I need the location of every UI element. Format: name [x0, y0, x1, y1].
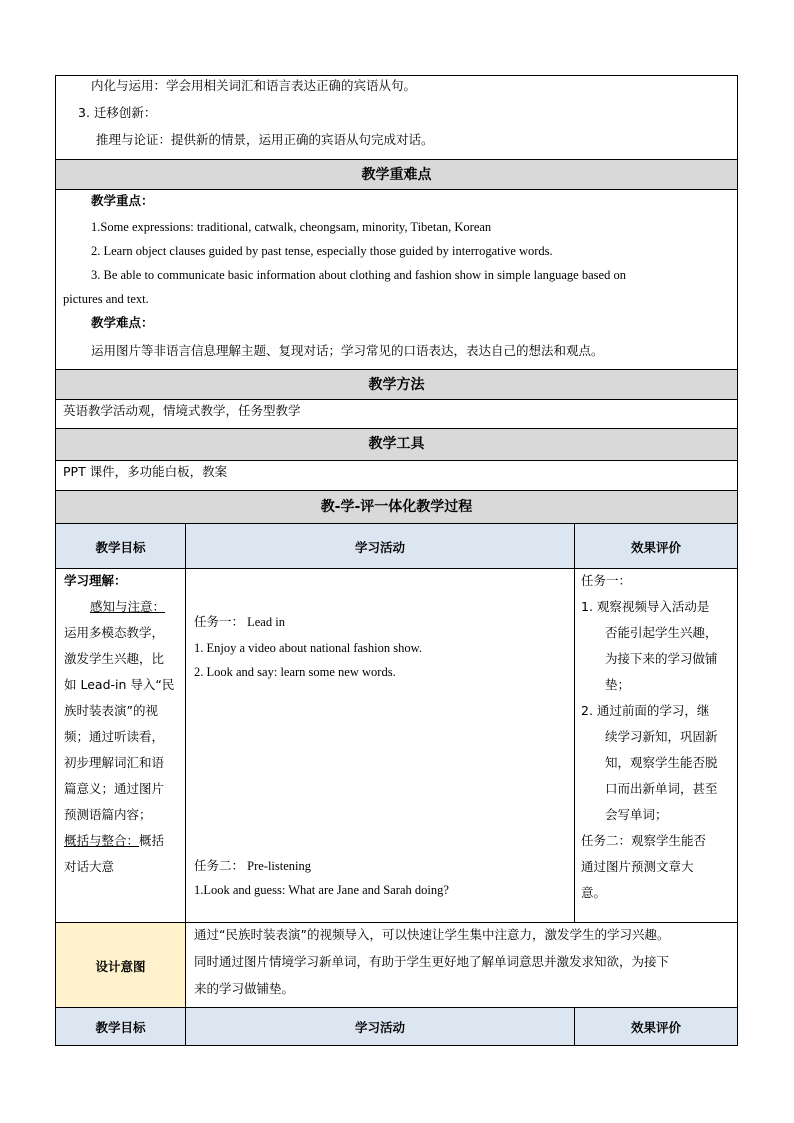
col-activity-header	[186, 524, 575, 569]
col-goal-header	[56, 1008, 186, 1045]
task1-item: 2. Look and say: learn some new words.	[194, 665, 396, 679]
col-activity-header	[186, 1008, 575, 1045]
goal-line: 激发学生兴趣，比	[64, 651, 165, 666]
activity-cell	[186, 569, 575, 923]
section-heading	[55, 369, 738, 400]
design-line: 来的学习做铺垫。	[194, 981, 295, 996]
key-points-body	[55, 189, 738, 370]
key-points-heading: 教学重难点	[361, 167, 432, 183]
eval-line: 垫；	[605, 677, 631, 692]
eval-line: 为接下来的学习做铺	[605, 651, 718, 666]
goal-line: 对话大意	[64, 859, 115, 874]
design-line: 通过“民族时装表演”的视频导入，可以快速让学生集中注意力，激发学生的学习兴趣。	[194, 927, 670, 942]
col-eval-header	[575, 1008, 737, 1045]
column-header-row-repeat	[55, 1007, 738, 1046]
eval-line: 否能引起学生兴趣，	[605, 625, 718, 640]
tools-text: PPT 课件，多功能白板，教案	[63, 464, 228, 479]
goal-line: 预测语篇内容；	[64, 807, 152, 822]
goal-line: 篇意义；通过图片	[64, 781, 165, 796]
eval-line: 通过图片预测文章大	[581, 859, 694, 874]
design-text-cell	[186, 923, 737, 1008]
method-heading: 教学方法	[368, 377, 425, 393]
goal-cell	[56, 569, 186, 923]
eval-line: 2. 通过前面的学习，继	[581, 703, 710, 718]
focus-item: 2. Learn object clauses guided by past tense, especially those guided by interrogative words.	[91, 244, 553, 258]
col-activity-label: 学习活动	[354, 539, 405, 555]
task1-title: 任务一： Lead in	[194, 615, 285, 629]
objectives-tail	[55, 75, 738, 160]
eval-line: 口而出新单词，甚至	[605, 781, 718, 796]
focus-item: pictures and text.	[63, 292, 149, 306]
eval-cell	[575, 569, 737, 923]
goal-line: 初步理解词汇和语	[64, 755, 165, 770]
tools-body	[55, 460, 738, 491]
col-eval-label: 效果评价	[630, 1019, 681, 1035]
objective-line: 3. 迁移创新：	[78, 105, 157, 120]
eval-line: 任务二：观察学生能否	[581, 833, 707, 848]
goal-line: 运用多模态教学，	[64, 625, 165, 640]
col-goal-label: 教学目标	[95, 539, 146, 555]
design-line: 同时通过图片情境学习新单词，有助于学生更好地了解单词意思并激发求知欲，为接下	[194, 954, 670, 969]
focus-label: 教学重点：	[91, 193, 154, 208]
goal-sub2-rest: 概括	[139, 833, 165, 848]
difficulty-label: 教学难点：	[91, 315, 154, 330]
col-eval-header	[575, 524, 737, 569]
goal-line: 如 Lead-in 导入“民	[64, 677, 175, 692]
design-label-cell	[56, 923, 186, 1008]
design-intent-row	[55, 922, 738, 1008]
goal-line-mixed	[64, 833, 164, 849]
goal-line: 族时装表演”的视	[64, 703, 158, 718]
method-text: 英语教学活动观，情境式教学，任务型教学	[63, 403, 301, 418]
goal-title: 学习理解：	[64, 573, 127, 588]
eval-title: 任务一：	[581, 573, 632, 588]
goal-subtitle-2: 概括与整合：	[64, 833, 140, 848]
section-heading	[55, 490, 738, 524]
col-activity-label: 学习活动	[354, 1019, 405, 1035]
goal-subtitle: 感知与注意：	[90, 599, 166, 614]
process-heading: 教-学-评一体化教学过程	[320, 499, 473, 515]
eval-line: 会写单词；	[605, 807, 668, 822]
col-eval-label: 效果评价	[630, 539, 681, 555]
objective-line: 推理与论证：提供新的情景，运用正确的宾语从句完成对话。	[96, 132, 434, 147]
column-header-row	[55, 523, 738, 569]
col-goal-header	[56, 524, 186, 569]
task2-item: 1.Look and guess: What are Jane and Sarah doing?	[194, 883, 449, 897]
method-body	[55, 399, 738, 429]
section-heading	[55, 428, 738, 461]
goal-line: 频；通过听读看，	[64, 729, 165, 744]
tools-heading: 教学工具	[368, 436, 425, 452]
focus-item: 1.Some expressions: traditional, catwalk, cheongsam, minority, Tibetan, Korean	[91, 220, 492, 234]
task1-item: 1. Enjoy a video about national fashion show.	[194, 641, 422, 655]
focus-item: 3. Be able to communicate basic information about clothing and fashion show in simple language based on	[91, 268, 626, 282]
eval-line: 1. 观察视频导入活动是	[581, 599, 710, 614]
eval-line: 意。	[581, 885, 607, 900]
process-content-row	[55, 568, 738, 923]
col-goal-label: 教学目标	[95, 1019, 146, 1035]
section-heading	[55, 159, 738, 190]
design-label: 设计意图	[95, 958, 146, 974]
task2-title: 任务二： Pre-listening	[194, 859, 312, 873]
eval-line: 续学习新知，巩固新	[605, 729, 718, 744]
eval-line: 知，观察学生能否脱	[605, 755, 718, 770]
difficulty-text: 运用图片等非语言信息理解主题、复现对话；学习常见的口语表达，表达自己的想法和观点。	[91, 343, 604, 358]
objective-line: 内化与运用：学会用相关词汇和语言表达正确的宾语从句。	[91, 78, 417, 93]
